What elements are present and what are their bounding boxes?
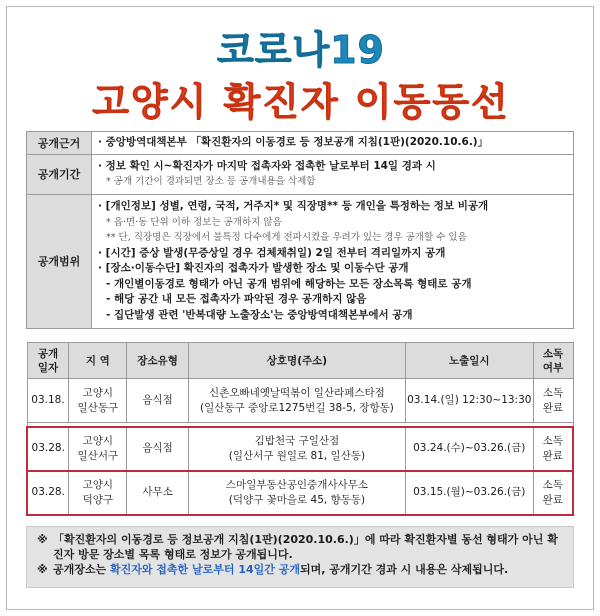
cell-disinfect: 소독 완료 bbox=[533, 427, 573, 471]
notice-emphasis: 확진자와 접촉한 날로부터 14일간 공개 bbox=[109, 563, 300, 576]
notice-suffix: 되며, 공개기간 경과 시 내용은 삭제됩니다. bbox=[299, 563, 509, 576]
cell-type: 음식점 bbox=[127, 427, 189, 471]
notice-text-2 bbox=[53, 562, 508, 577]
disclosure-policy-table bbox=[26, 131, 574, 329]
title-covid19: 코로나19 bbox=[216, 28, 385, 72]
cell-exposure: 03.14.(일) 12:30~13:30 bbox=[405, 379, 533, 423]
header-name: 상호명(주소) bbox=[188, 343, 405, 379]
notice-prefix: 공개장소는 bbox=[53, 563, 110, 576]
exposure-places-table bbox=[26, 342, 574, 516]
policy-label: 공개범위 bbox=[27, 194, 92, 328]
cell-region: 고양시 일산서구 bbox=[69, 427, 127, 471]
cell-name: 김밥천국 구일산점 (일산서구 원일로 81, 일산동) bbox=[188, 427, 405, 471]
cell-name: 신촌오빠네옛날떡볶이 일산라페스타점 (일산동구 중앙로1275번길 38-5, 장항동) bbox=[188, 379, 405, 423]
policy-label: 공개기간 bbox=[27, 154, 92, 194]
cell-type: 사무소 bbox=[127, 471, 189, 515]
cell-disinfect: 소독 완료 bbox=[533, 379, 573, 423]
header-date: 공개 일자 bbox=[27, 343, 69, 379]
notice-text-1: 「확진환자의 이동경로 등 정보공개 지침(1판)(2020.10.6.)」에 따라 확진환자별 동선 형태가 아닌 확진자 방문 장소별 목록 형태로 정보가 공개됩니다. bbox=[53, 533, 558, 561]
table-row-highlighted bbox=[27, 471, 573, 515]
cell-exposure: 03.15.(월)~03.26.(금) bbox=[405, 471, 533, 515]
table-row bbox=[27, 379, 573, 423]
cell-region: 고양시 덕양구 bbox=[69, 471, 127, 515]
table-row-highlighted bbox=[27, 427, 573, 471]
policy-line: · [시간] 증상 발생(무증상일 경우 검체채취일) 2일 전부터 격리일까지 공개 bbox=[98, 246, 446, 259]
cell-date: 03.28. bbox=[27, 471, 69, 515]
title-goyang-routes: 고양시 확진자 이동동선 bbox=[92, 80, 510, 124]
policy-line: · 중앙방역대책본부 「확진환자의 이동경로 등 정보공개 지침(1판)(2020.10.6.)」 bbox=[98, 136, 489, 148]
policy-subline: ** 단, 직장명은 직장에서 불특정 다수에게 전파시켰을 우려가 있는 경우 공개할 수 있음 bbox=[106, 232, 467, 243]
policy-line: · 정보 확인 시~확진자가 마지막 접촉자와 접촉한 날로부터 14일 경과 시 bbox=[98, 159, 436, 172]
policy-content bbox=[92, 154, 574, 194]
cell-type: 음식점 bbox=[127, 379, 189, 423]
policy-subline: * 읍·면·동 단위 이하 정보는 공개하지 않음 bbox=[106, 216, 282, 228]
cell-name: 스마일부동산공인중개사사무소 (덕양구 꽃마을로 45, 향동동) bbox=[188, 471, 405, 515]
policy-line: - 집단발생 관련 '반복대량 노출장소'는 중앙방역대책본부에서 공개 bbox=[106, 308, 413, 321]
policy-content bbox=[92, 132, 574, 155]
policy-row-scope bbox=[27, 194, 574, 328]
reference-mark-icon: ※ bbox=[37, 533, 48, 546]
cell-exposure: 03.24.(수)~03.26.(금) bbox=[405, 427, 533, 471]
policy-line: - 해당 공간 내 모든 접촉자가 파악된 경우 공개하지 않음 bbox=[106, 293, 367, 305]
header-region: 지 역 bbox=[69, 343, 127, 379]
policy-content bbox=[92, 194, 574, 328]
policy-label: 공개근거 bbox=[27, 132, 92, 155]
policy-row-period bbox=[27, 154, 574, 194]
reference-mark-icon: ※ bbox=[37, 563, 48, 576]
policy-line: - 개인별이동경로 형태가 아닌 공개 범위에 해당하는 모든 장소목록 형태로 공개 bbox=[106, 277, 472, 290]
notice-line-1 bbox=[37, 532, 563, 562]
places-header-row bbox=[27, 343, 573, 379]
policy-subline: * 공개 기간이 경과되면 장소 등 공개내용을 삭제함 bbox=[106, 176, 316, 187]
cell-region: 고양시 일산동구 bbox=[69, 379, 127, 423]
policy-line: · [장소·이동수단] 확진자의 접촉자가 발생한 장소 및 이동수단 공개 bbox=[98, 262, 409, 274]
notice-box bbox=[26, 526, 574, 588]
policy-line: · [개인정보] 성별, 연령, 국적, 거주지* 및 직장명** 등 개인을 특정하는 정보 비공개 bbox=[98, 200, 489, 212]
policy-row-basis bbox=[27, 132, 574, 155]
cell-date: 03.28. bbox=[27, 427, 69, 471]
cell-date: 03.18. bbox=[27, 379, 69, 423]
header-exposure: 노출일시 bbox=[405, 343, 533, 379]
notice-line-2 bbox=[37, 562, 563, 577]
cell-disinfect: 소독 완료 bbox=[533, 471, 573, 515]
header-type: 장소유형 bbox=[127, 343, 189, 379]
header-disinfect: 소독 여부 bbox=[533, 343, 573, 379]
